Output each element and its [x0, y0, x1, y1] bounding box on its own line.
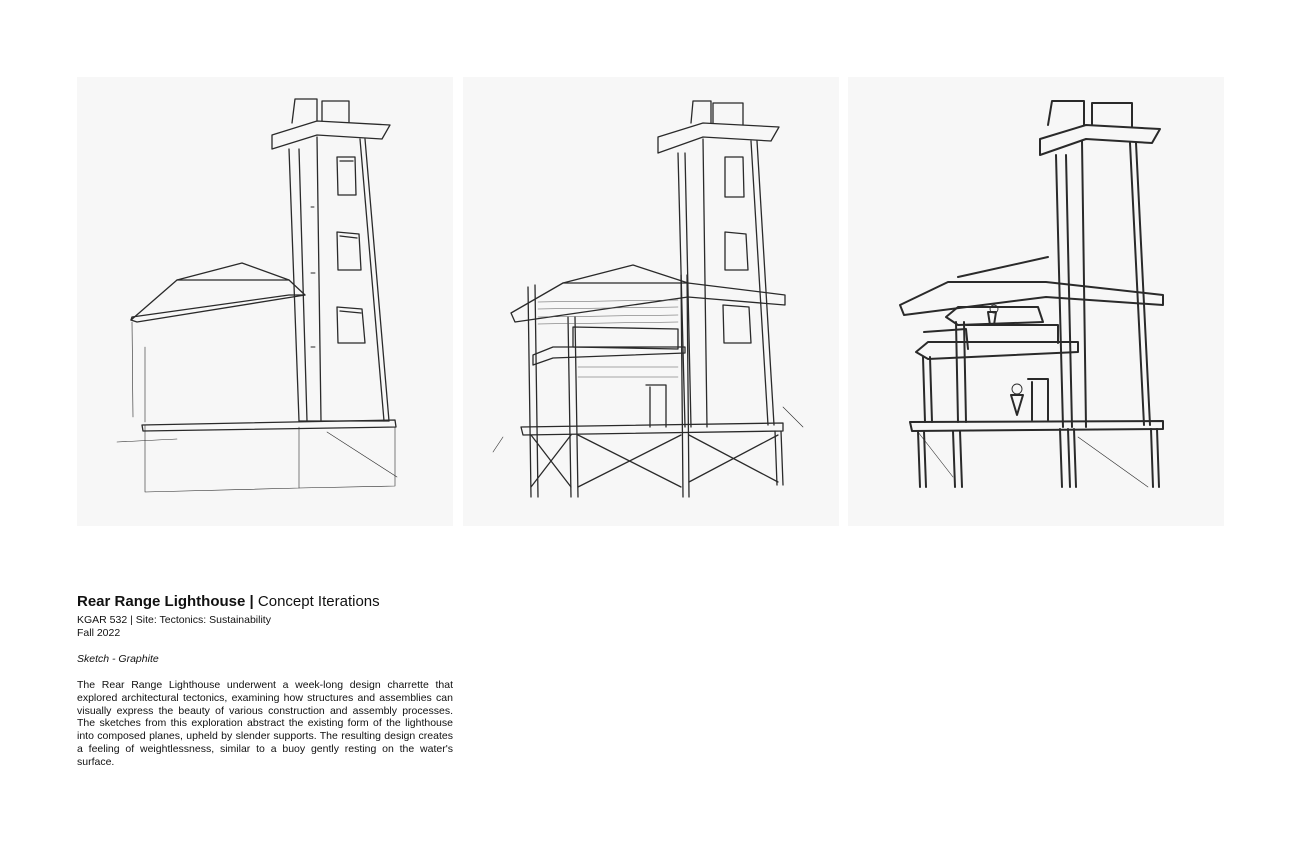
sketch-iteration-2	[463, 77, 839, 526]
lighthouse-sketch-1	[77, 77, 453, 526]
title-bold: Rear Range Lighthouse |	[77, 593, 254, 610]
sketch-iteration-1	[77, 77, 453, 526]
project-description-block	[77, 592, 453, 769]
course-info: KGAR 532 | Site: Tectonics: Sustainability	[77, 614, 271, 626]
project-description: The Rear Range Lighthouse underwent a week-long design charrette that explored architectural tectonics, examining how structures and assemblies can visually express the beauty of various construction and assembly processes. The sketches from this exploration abstract the existing form of the lighthouse into composed planes, upheld by slender supports. The resulting design creates a feeling of weightlessness, similar to a buoy gently resting on the water's surface.	[77, 679, 453, 768]
medium-label: Sketch - Graphite	[77, 653, 159, 665]
project-title	[77, 592, 453, 612]
sketch-iteration-3	[848, 77, 1224, 526]
term-info: Fall 2022	[77, 627, 121, 639]
lighthouse-sketch-2	[463, 77, 839, 526]
title-subtitle: Concept Iterations	[257, 593, 380, 610]
lighthouse-sketch-3	[848, 77, 1224, 526]
